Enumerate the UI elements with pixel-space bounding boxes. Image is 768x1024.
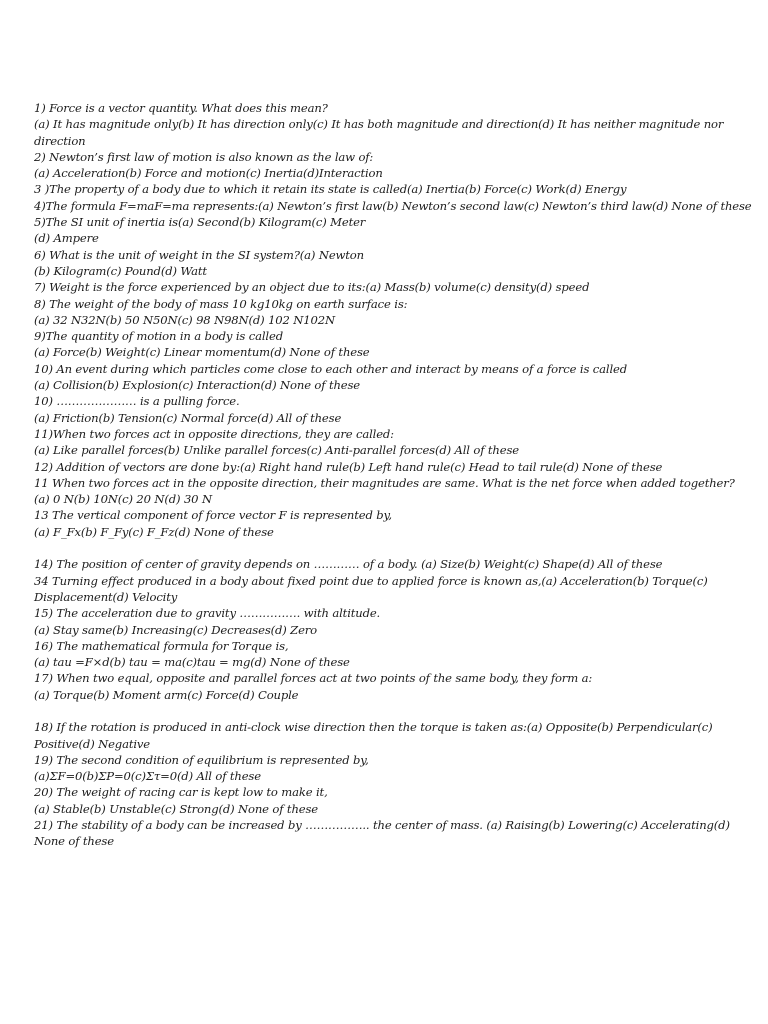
blank-line <box>34 703 734 719</box>
question-line: (a) 32 N32N(b) 50 N50N(c) 98 N98N(d) 102 N102N <box>34 312 335 327</box>
question-line: 16) The mathematical formula for Torque is, <box>34 638 289 653</box>
question-line: (a) Collision(b) Explosion(c) Interaction(d) None of these <box>34 378 360 393</box>
question-line: 4)The formula F=maF=ma represents:(a) Newton’s first law(b) Newton’s second law(c) Newton’s third law(d) None of these <box>34 198 752 213</box>
question-line: (a) Friction(b) Tension(c) Normal force(d) All of these <box>34 410 342 425</box>
question-line: 17) When two equal, opposite and parallel forces act at two points of the same body, they form a: <box>34 671 593 686</box>
question-line: 6) What is the unit of weight in the SI system?(a) Newton <box>34 247 364 262</box>
question-line: 3 )The property of a body due to which it retain its state is called(a) Inertia(b) Force(c) Work(d) Energy <box>34 182 627 197</box>
question-line: 12) Addition of vectors are done by:(a) Right hand rule(b) Left hand rule(c) Head to tail rule(d) None of these <box>34 459 663 474</box>
question-line: 15) The acceleration due to gravity ……………. with altitude. <box>34 606 381 621</box>
question-line: 11)When two forces act in opposite directions, they are called: <box>34 426 394 441</box>
question-line: 9)The quantity of motion in a body is called <box>34 329 283 344</box>
question-line: (a) Like parallel forces(b) Unlike parallel forces(c) Anti-parallel forces(d) All of these <box>34 443 519 458</box>
question-line: 8) The weight of the body of mass 10 kg10kg on earth surface is: <box>34 296 408 311</box>
question-line: 2) Newton’s first law of motion is also known as the law of: <box>34 149 374 164</box>
question-line: 18) If the rotation is produced in anti-clock wise direction then the torque is taken as:(a) Opposite(b) Perpendicular(c) Positive(d) Negative <box>34 720 713 751</box>
question-line: 7) Weight is the force experienced by an object due to its:(a) Mass(b) volume(c) density(d) speed <box>34 280 590 295</box>
question-line: (a) Stable(b) Unstable(c) Strong(d) None of these <box>34 801 318 816</box>
question-line: 20) The weight of racing car is kept low to make it, <box>34 785 328 800</box>
question-line: 34 Turning effect produced in a body about fixed point due to applied force is known as,(a) Acceleration(b) Torque(c) Displacement(d) Velocity <box>34 573 708 604</box>
question-line: (a) Acceleration(b) Force and motion(c) Inertia(d)Interaction <box>34 166 383 181</box>
question-list <box>34 100 752 850</box>
question-line: (a)ΣF=0(b)ΣP=0(c)Στ=0(d) All of these <box>34 769 261 784</box>
question-line: (a) Torque(b) Moment arm(c) Force(d) Couple <box>34 687 299 702</box>
question-line: 11 When two forces act in the opposite direction, their magnitudes are same. What is the net force when added together? <box>34 475 735 490</box>
question-line: 10) ………………… is a pulling force. <box>34 394 240 409</box>
question-line: (a) Force(b) Weight(c) Linear momentum(d) None of these <box>34 345 370 360</box>
question-line: (a) It has magnitude only(b) It has direction only(c) It has both magnitude and direction(d) It has neither magnitude nor direction <box>34 117 724 148</box>
question-line: (d) Ampere <box>34 231 99 246</box>
question-line: (a) tau =F×d(b) tau = ma(c)tau = mg(d) None of these <box>34 655 350 670</box>
question-line: 19) The second condition of equilibrium is represented by, <box>34 752 369 767</box>
question-line: 13 The vertical component of force vector F is represented by, <box>34 508 392 523</box>
question-line: (b) Kilogram(c) Pound(d) Watt <box>34 263 207 278</box>
question-line: 21) The stability of a body can be increased by …………….. the center of mass. (a) Raising(b) Lowering(c) Accelerating(d) None of these <box>34 818 730 849</box>
question-line: 1) Force is a vector quantity. What does this mean? <box>34 101 328 115</box>
question-line: 5)The SI unit of inertia is(a) Second(b) Kilogram(c) Meter <box>34 215 366 230</box>
question-line: (a) 0 N(b) 10N(c) 20 N(d) 30 N <box>34 492 212 507</box>
blank-line <box>34 540 734 556</box>
question-line: (a) Stay same(b) Increasing(c) Decreases(d) Zero <box>34 622 318 637</box>
question-line: 10) An event during which particles come close to each other and interact by means of a force is called <box>34 361 627 376</box>
question-line: (a) F_Fx(b) F_Fy(c) F_Fz(d) None of these <box>34 524 274 539</box>
question-line: 14) The position of center of gravity depends on ………… of a body. (a) Size(b) Weight(c) Shape(d) All of these <box>34 557 663 572</box>
